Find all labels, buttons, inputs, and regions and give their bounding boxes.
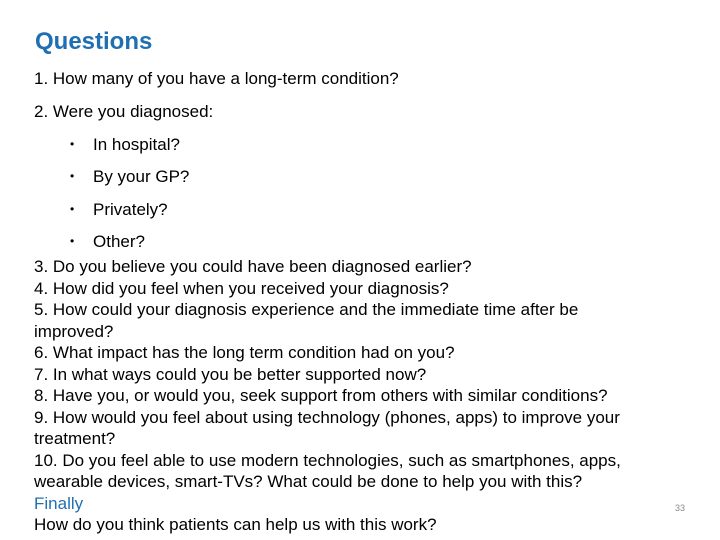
bullet-item-by-gp: [70, 166, 189, 188]
question-6: 6. What impact has the long term condition had on you?: [34, 343, 455, 362]
finally-label: Finally: [34, 493, 84, 513]
question-8: 8. Have you, or would you, seek support from others with similar conditions?: [34, 386, 608, 405]
question-10-line-1: 10. Do you feel able to use modern technologies, such as smartphones, apps,: [34, 450, 621, 470]
question-list: [34, 256, 674, 536]
bullet-item-privately: [70, 199, 168, 221]
bullet-dot: •: [70, 168, 75, 183]
question-7: 7. In what ways could you be better supported now?: [34, 364, 427, 384]
question-2: 2. Were you diagnosed:: [34, 102, 214, 121]
question-9-line-2: treatment?: [34, 429, 116, 448]
slide-title: Questions: [35, 28, 153, 55]
question-1: 1. How many of you have a long-term condition?: [34, 69, 399, 88]
bullet-dot: •: [70, 136, 75, 151]
bullet-dot: •: [70, 201, 75, 216]
bullet-item-other: [70, 231, 145, 253]
question-5-line-1: 5. How could your diagnosis experience and the immediate time after be: [34, 300, 579, 319]
bullet-label: By your GP?: [93, 167, 190, 186]
bullet-label: Other?: [93, 232, 145, 251]
question-5-line-2: improved?: [34, 321, 114, 341]
page-number: 33: [674, 503, 685, 513]
bullet-item-in-hospital: [70, 134, 180, 156]
question-4: 4. How did you feel when you received your diagnosis?: [34, 278, 449, 298]
question-3: 3. Do you believe you could have been diagnosed earlier?: [34, 257, 472, 276]
closing-question: How do you think patients can help us with this work?: [34, 515, 437, 534]
bullet-label: In hospital?: [93, 135, 180, 154]
question-10-line-2: wearable devices, smart-TVs? What could be done to help you with this?: [34, 472, 583, 491]
bullet-dot: •: [70, 233, 75, 248]
question-9-line-1: 9. How would you feel about using technology (phones, apps) to improve your: [34, 407, 620, 427]
bullet-label: Privately?: [93, 200, 168, 219]
